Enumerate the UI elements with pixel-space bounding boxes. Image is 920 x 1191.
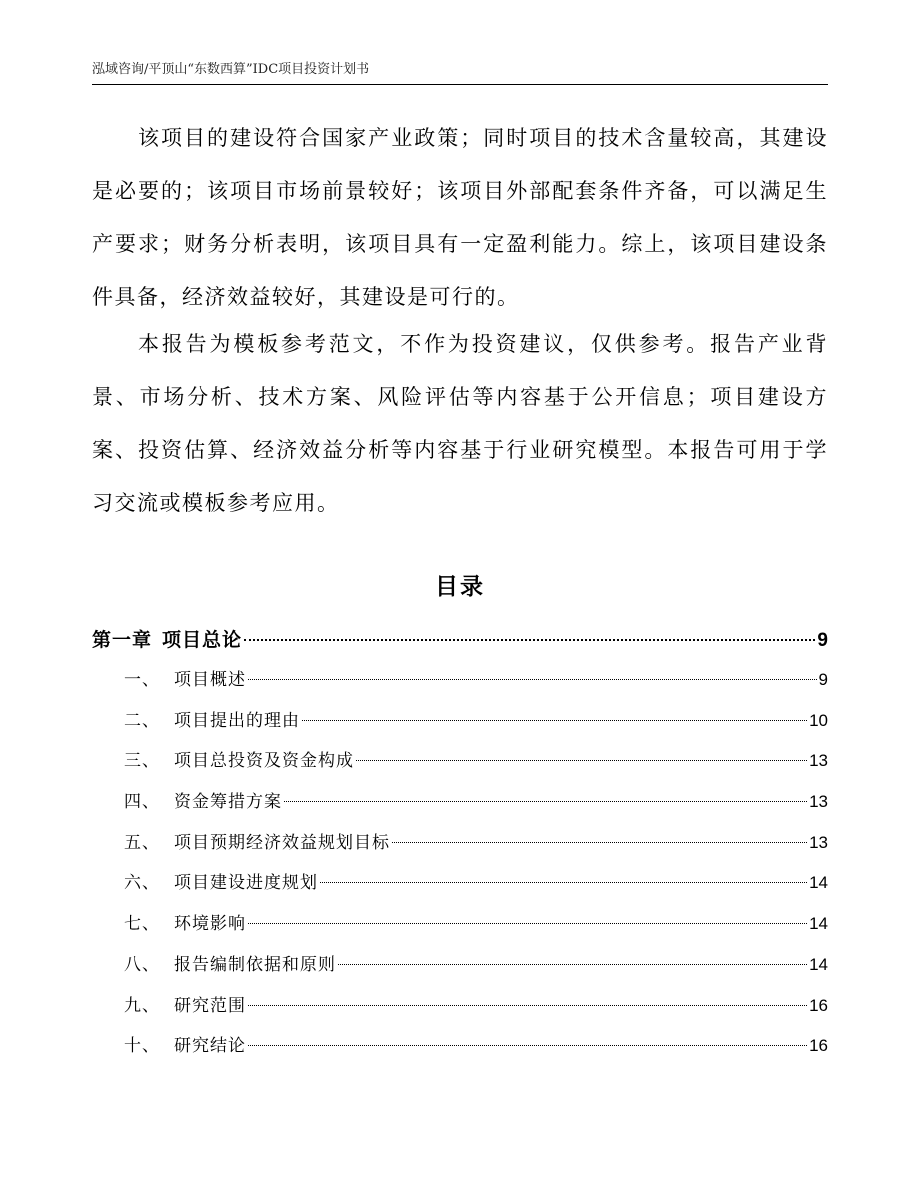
toc-section-label: 研究结论 [174,1036,246,1057]
toc-section-number: 二、 [124,710,160,731]
toc-section-entry[interactable] [92,665,828,706]
toc-title: 目录 [435,574,485,600]
toc-section-number: 三、 [124,751,160,772]
disclaimer-paragraph: 本报告为模板参考范文，不作为投资建议，仅供参考。报告产业背景、市场分析、技术方案、风险评估等内容基于公开信息；项目建设方案、投资估算、经济效益分析等内容基于行业研究模型。本报告可用于学习交流或模板参考应用。 [92,332,828,515]
toc-section-label: 项目提出的理由 [174,710,300,731]
toc-section-page: 16 [809,1036,828,1056]
toc-leader-dots [338,964,807,965]
toc-section-number: 八、 [124,954,160,975]
toc-section-label: 项目建设进度规划 [174,873,318,894]
toc-section-page: 14 [809,873,828,893]
toc-section-label: 项目预期经济效益规划目标 [174,832,390,853]
toc-chapter-label: 项目总论 [162,629,243,651]
toc-section-page: 10 [809,710,828,730]
toc-section-entry[interactable] [92,828,828,869]
conclusion-paragraph: 该项目的建设符合国家产业政策；同时项目的技术含量较高，其建设是必要的；该项目市场前景较好；该项目外部配套条件齐备，可以满足生产要求；财务分析表明，该项目具有一定盈利能力。综上，该项目建设条件具备，经济效益较好，其建设是可行的。 [92,126,828,309]
toc-chapter-page: 9 [817,630,828,651]
toc-section-label: 资金筹措方案 [174,792,282,813]
toc-leader-dots [244,639,815,641]
table-of-contents [92,625,828,1072]
toc-section-number: 一、 [124,670,160,690]
toc-section-label: 环境影响 [174,914,246,935]
toc-leader-dots [302,720,807,721]
toc-chapter-number: 第一章 [92,629,153,651]
toc-section-number: 十、 [124,1036,160,1057]
toc-section-entry[interactable] [92,746,828,787]
page-header: 泓域咨询/平顶山“东数西算”IDC项目投资计划书 [92,62,370,77]
toc-leader-dots [320,882,807,883]
toc-leader-dots [248,679,817,680]
toc-leader-dots [248,1005,807,1006]
toc-section-label: 研究范围 [174,995,246,1016]
toc-section-page: 13 [809,832,828,852]
toc-leader-dots [356,760,807,761]
toc-section-page: 9 [818,670,828,689]
toc-section-number: 四、 [124,792,160,813]
toc-section-page: 14 [809,954,828,974]
toc-section-page: 14 [809,914,828,934]
toc-chapter-entry[interactable] [92,625,828,665]
toc-section-page: 13 [809,751,828,771]
header-divider [92,84,828,85]
toc-section-entry[interactable] [92,950,828,991]
toc-leader-dots [392,842,807,843]
toc-section-entry[interactable] [92,706,828,747]
toc-section-number: 九、 [124,995,160,1016]
toc-section-entry[interactable] [92,868,828,909]
toc-leader-dots [248,1045,807,1046]
toc-section-entry[interactable] [92,909,828,950]
toc-section-page: 13 [809,792,828,812]
toc-section-number: 五、 [124,832,160,853]
toc-section-label: 项目总投资及资金构成 [174,751,354,772]
toc-leader-dots [248,923,807,924]
toc-section-number: 六、 [124,873,160,894]
toc-section-page: 16 [809,995,828,1015]
toc-section-entry[interactable] [92,787,828,828]
toc-section-label: 项目概述 [174,670,246,690]
toc-section-number: 七、 [124,914,160,935]
toc-section-entry[interactable] [92,1031,828,1072]
toc-section-label: 报告编制依据和原则 [174,954,336,975]
toc-leader-dots [284,801,807,802]
toc-section-entry[interactable] [92,991,828,1032]
